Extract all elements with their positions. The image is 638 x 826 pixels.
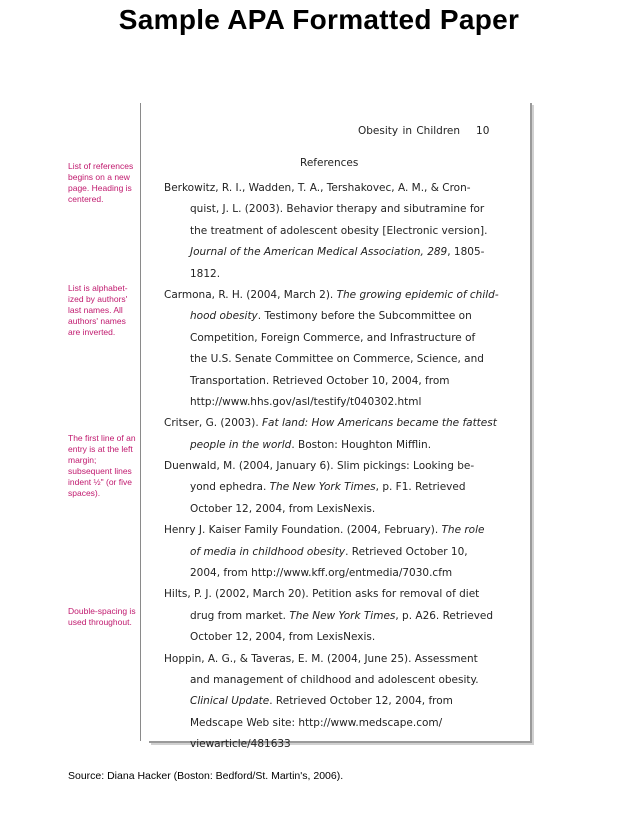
reference-line [164,178,524,199]
reference-line [164,371,524,392]
reference-text: Carmona, R. H. (2004, March 2). [164,288,337,301]
reference-italic-text: Clinical Update [190,695,270,708]
reference-text: drug from market. [190,609,290,622]
reference-line [164,734,524,755]
reference-line [164,199,524,220]
reference-line [164,691,524,712]
reference-italic-text: hood obesity [190,310,258,323]
reference-text: , p. F1. Retrieved [375,481,466,494]
reference-italic-text: of media in childhood obesity [190,545,346,558]
reference-text: and management of childhood and adolescent obesity. [190,673,479,686]
reference-line [164,649,524,670]
reference-line [164,285,524,306]
reference-text: October 12, 2004, from LexisNexis. [190,631,376,644]
references-heading: References [300,157,359,169]
reference-text: Berkowitz, R. I., Wadden, T. A., Tershakovec, A. M., & Cron- [164,182,471,194]
reference-text: viewarticle/481633 [190,738,291,751]
reference-line [164,713,524,734]
reference-line [164,306,524,327]
reference-line [164,477,524,498]
reference-text: . Retrieved October 12, 2004, from [269,695,453,708]
reference-text: . Retrieved October 10, [345,545,468,558]
reference-italic-text: The New York Times [269,481,376,494]
reference-text: quist, J. L. (2003). Behavior therapy and sibutramine for [190,203,485,216]
reference-text: Hilts, P. J. (2002, March 20). Petition asks for removal of diet [164,588,480,601]
reference-text: Critser, G. (2003). [164,417,263,430]
reference-italic-text: The New York Times [289,609,396,622]
annotation-alphabetized: List is alphabet-ized by authors' last names. All authors' names are inverted. [68,283,128,337]
reference-text: October 12, 2004, from LexisNexis. [190,502,376,515]
reference-line [164,349,524,370]
reference-line [164,584,524,605]
reference-text: 2004, from http://www.kff.org/entmedia/7030.cfm [190,567,453,580]
slide-title: Sample APA Formatted Paper [118,4,520,35]
reference-text: 1812. [190,267,221,280]
reference-line [164,392,524,413]
reference-text: , 1805- [447,246,485,259]
source-note: Source: Diana Hacker (Boston: Bedford/St. Martin's, 2006). [68,770,344,782]
reference-line [164,221,524,242]
reference-line [164,606,524,627]
reference-line [164,542,524,563]
reference-line [164,328,524,349]
reference-text: the U.S. Senate Committee on Commerce, Science, and [190,353,484,366]
running-head [358,125,489,137]
page-number: 10 [476,125,490,137]
reference-italic-text: people in the world [190,438,292,451]
reference-line [164,435,524,456]
reference-line [164,520,524,541]
reference-italic-text: The growing epidemic of child- [336,288,499,301]
reference-italic-text: Fat land: How Americans became the fattest [262,417,497,430]
reference-line [164,264,524,285]
reference-text: Duenwald, M. (2004, January 6). Slim pickings: Looking be- [164,460,475,473]
annotation-double-spacing: Double-spacing is used throughout. [68,606,136,627]
reference-line [164,627,524,648]
reference-text: http://www.hhs.gov/asl/testify/t040302.html [190,395,422,408]
reference-line [164,563,524,584]
margin-rule [140,103,141,741]
reference-line [164,499,524,520]
reference-text: Hoppin, A. G., & Taveras, E. M. (2004, June 25). Assessment [164,652,478,665]
reference-italic-text: Journal of the American Medical Association, 289 [190,246,448,259]
reference-text: . Testimony before the Subcommittee on [257,310,472,323]
reference-text: Henry J. Kaiser Family Foundation. (2004, February). [164,524,442,537]
reference-text: Medscape Web site: http://www.medscape.com/ [190,716,443,729]
reference-text: . Boston: Houghton Mifflin. [291,438,432,451]
annotation-hanging-indent: The first line of an entry is at the left margin; subsequent lines indent ½" (or five spaces). [68,433,136,498]
reference-line [164,413,524,434]
reference-text: , p. A26. Retrieved [395,609,494,622]
reference-text: yond ephedra. [190,481,270,494]
reference-line [164,242,524,263]
reference-list [164,178,524,756]
annotation-new-page: List of references begins on a new page. Heading is centered. [68,161,134,204]
reference-text: Transportation. Retrieved October 10, 2004, from [190,374,450,387]
reference-italic-text: The role [441,524,485,537]
reference-text: Competition, Foreign Commerce, and Infrastructure of [190,331,476,344]
reference-line [164,456,524,477]
running-head-title: Obesity in Children [358,125,461,137]
reference-text: the treatment of adolescent obesity [Electronic version]. [190,224,488,237]
reference-line [164,670,524,691]
